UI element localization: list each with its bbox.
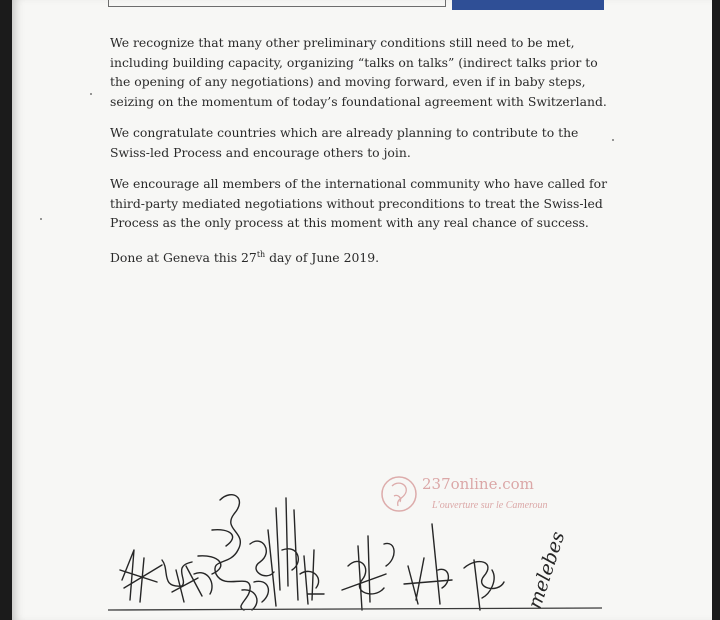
header-frame — [108, 0, 446, 7]
closing-text — [110, 245, 630, 268]
signature-baseline — [108, 608, 602, 610]
text-line: including building capacity, organizing “talks on talks” (indirect talks prior to — [110, 54, 598, 70]
speck — [40, 218, 42, 220]
document-body — [110, 33, 630, 279]
speck — [90, 93, 92, 95]
watermark-tagline: L'ouverture sur le Cameroun — [432, 500, 548, 511]
header-blue-bar — [452, 0, 604, 10]
signature-8 — [404, 524, 452, 604]
text-line: We recognize that many other preliminary conditions still need to be met, — [110, 35, 575, 50]
signatures-area — [12, 470, 712, 620]
paragraph-congratulate — [110, 123, 630, 162]
closing-suffix: day of June 2019. — [265, 249, 380, 265]
text-line: We encourage all members of the international community who have called for — [110, 176, 607, 191]
paragraph-encourage — [110, 174, 630, 233]
signature-10-text: melebes — [523, 528, 570, 612]
signature-4 — [242, 530, 276, 610]
signature-7 — [342, 536, 394, 610]
signature-9 — [464, 560, 504, 610]
document-page — [12, 0, 712, 620]
closing-date-line — [110, 245, 630, 268]
signature-2 — [162, 560, 212, 602]
text-line: Process as the only process at this moment with any real chance of success. — [110, 215, 589, 230]
watermark-site: 237online.com — [422, 475, 534, 493]
closing-superscript: th — [256, 249, 266, 259]
text-line: We congratulate countries which are already planning to contribute to the — [110, 125, 579, 140]
paragraph-preliminary-conditions — [110, 33, 630, 111]
speck — [612, 139, 614, 141]
signature-6 — [300, 550, 324, 604]
signature-1 — [120, 550, 162, 602]
closing-prefix: Done at Geneva this 27 — [110, 249, 257, 265]
signature-3 — [198, 495, 250, 610]
signature-5 — [276, 498, 298, 600]
text-line: the opening of any negotiations) and moving forward, even if in baby steps, — [110, 74, 586, 89]
text-line: third-party mediated negotiations without preconditions to treat the Swiss-led — [110, 195, 603, 211]
text-line: seizing on the momentum of today’s foundational agreement with Switzerland. — [110, 93, 607, 109]
text-line: Swiss-led Process and encourage others to join. — [110, 144, 411, 160]
